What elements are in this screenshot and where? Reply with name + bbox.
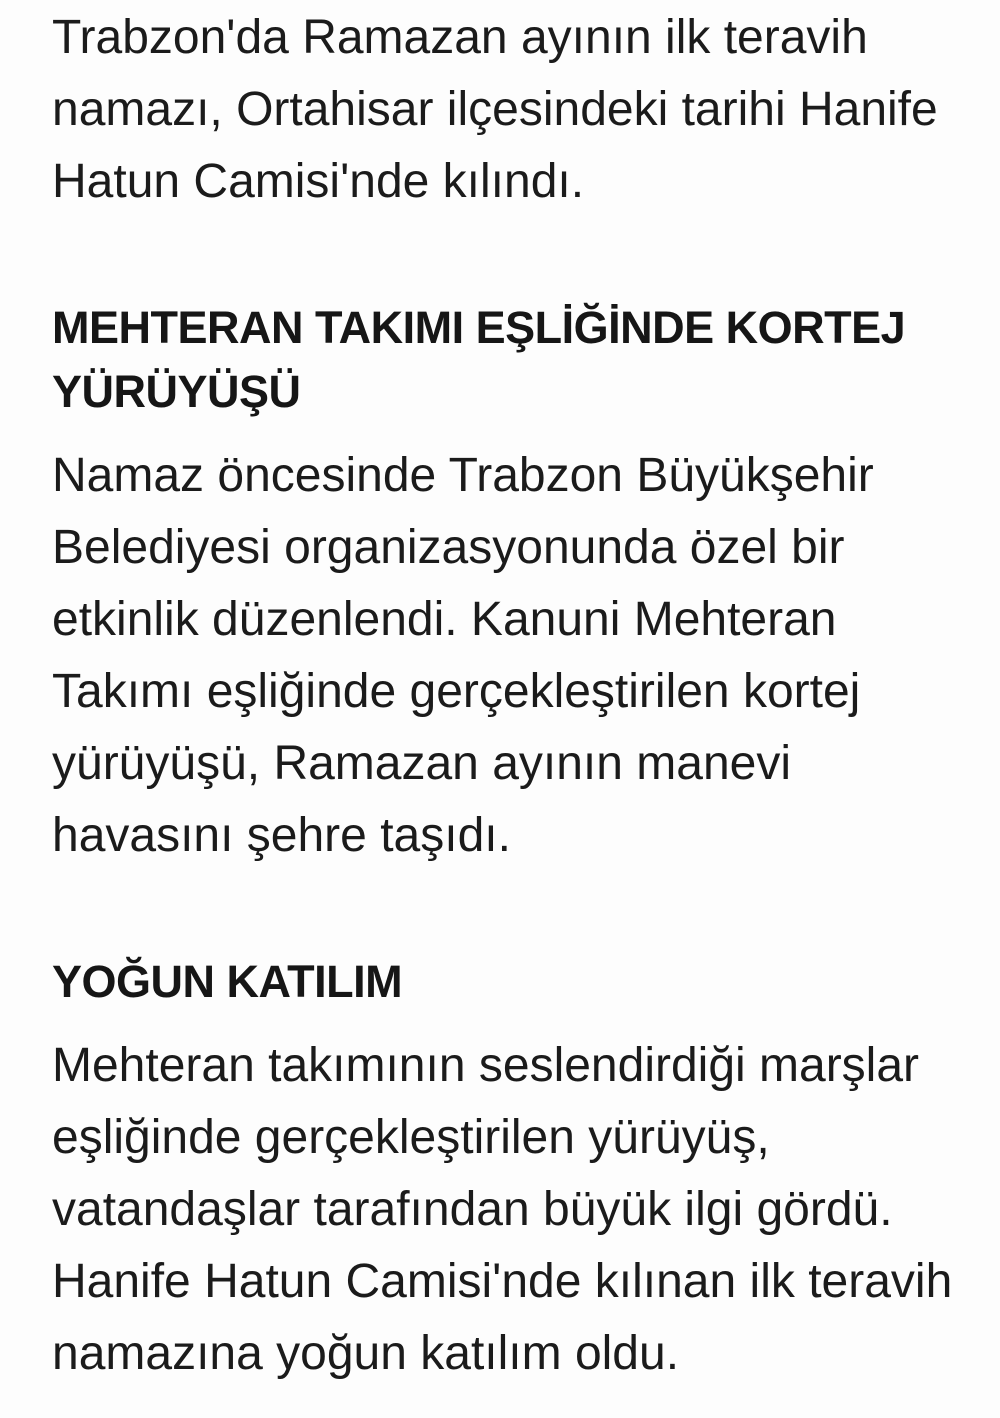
section-paragraph-yogun-katilim: Mehteran takımının seslendirdiği marşlar eşliğinde gerçekleştirilen yürüyüş, vatandaşlar tarafından büyük ilgi gördü. Hanife Hatun Camisi'nde kılınan ilk teravih namazına yoğun katılım oldu.: [52, 1039, 953, 1380]
section-heading-yogun-katilim: YOĞUN KATILIM: [52, 956, 403, 1007]
section-heading-mehteran-kortej: MEHTERAN TAKIMI EŞLİĞİNDE KORTEJ YÜRÜYÜŞÜ: [52, 302, 906, 417]
section-paragraph-mehteran-kortej: Namaz öncesinde Trabzon Büyükşehir Belediyesi organizasyonunda özel bir etkinlik düzenlendi. Kanuni Mehteran Takımı eşliğinde gerçekleştirilen kortej yürüyüşü, Ramazan ayının manevi havasını şehre taşıdı.: [52, 449, 874, 862]
article-intro-paragraph: Trabzon'da Ramazan ayının ilk teravih namazı, Ortahisar ilçesindeki tarihi Hanife Hatun Camisi'nde kılındı.: [52, 11, 938, 208]
